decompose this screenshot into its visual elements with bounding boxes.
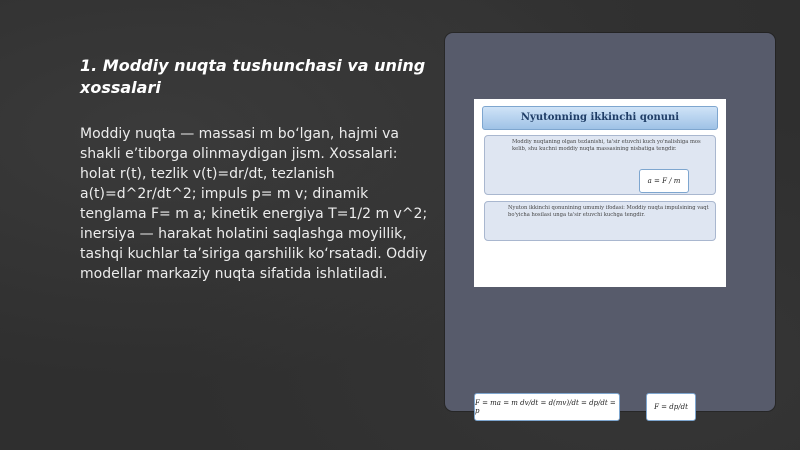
slide-title: 1. Moddiy nuqta tushunchasi va uning xossalari bbox=[80, 56, 426, 97]
slide-body-text: Moddiy nuqta — massasi m bo‘lgan, hajmi va shakli e’tiborga olinmaydigan jism. Xossalari: holat r(t), tezlik v(t)=dr/dt, tezlanish a(t)=d^2r/dt^2; impuls p= m v; dinamik tenglama F= m a; kinetik energiya T=1/2 m v^2; inersiya — harakat holatini saqlashga moyillik, tashqi kuchlar ta’siriga qarshilik ko‘rsatadi. Oddiy modellar markaziy nuqta sifatida ishlatiladi. bbox=[80, 126, 428, 282]
embedded-slide-header: Nyutonning ikkinchi qonuni bbox=[482, 106, 718, 130]
general-law-box bbox=[484, 201, 716, 241]
embedded-slide-image bbox=[474, 99, 726, 415]
formula-force-momentum: F = dp/dt bbox=[646, 393, 696, 421]
formula-row bbox=[474, 244, 726, 415]
general-law-text: Nyuton ikkinchi qonunining umumiy ifodasi: Moddiy nuqta impulsining vaqt bo'yicha hosilasi unga ta'sir etuvchi kuchga tengdir. bbox=[508, 205, 709, 218]
formula-acceleration: a = F / m bbox=[639, 169, 689, 193]
formula-momentum-chain: F = ma = m dv/dt = d(mv)/dt = dp/dt = p bbox=[474, 393, 620, 421]
definition-text: Moddiy nuqtaning olgan tezlanishi, ta'sir etuvchi kuch yo'nalishiga mos kelib, shu kuchni moddiy nuqta massasining nisbatiga tengdir. bbox=[512, 139, 701, 152]
